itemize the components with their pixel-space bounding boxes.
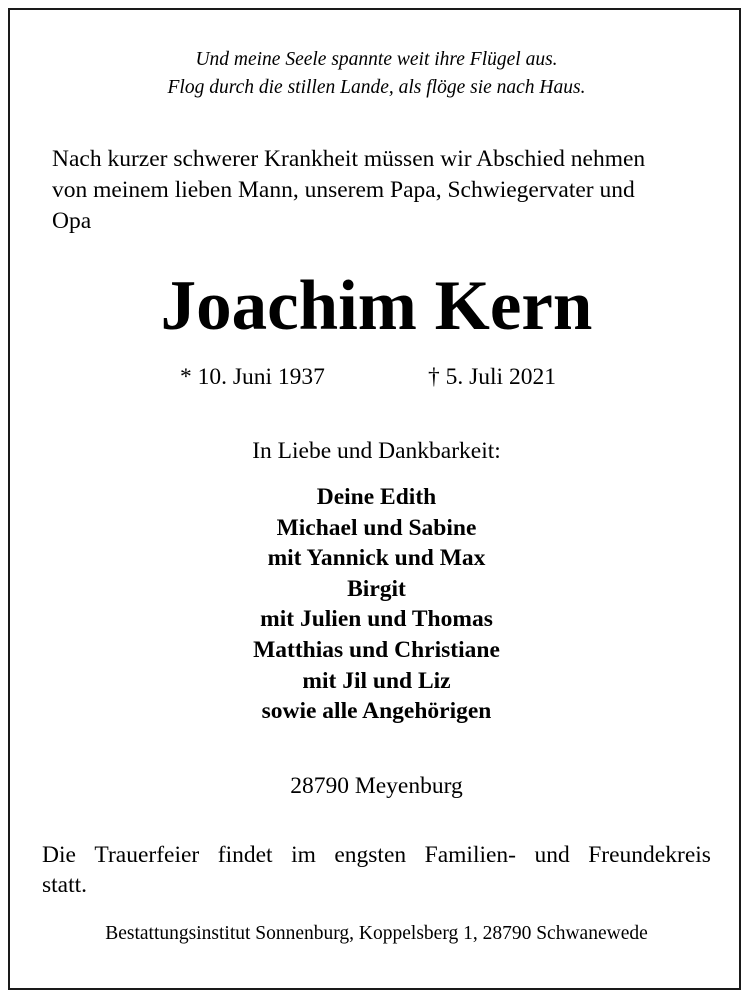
funeral-line-1: [42, 840, 711, 870]
funeral-line-2: statt.: [42, 872, 88, 898]
mourner-line: Michael und Sabine: [276, 514, 477, 541]
deceased-name: Joachim Kern: [160, 267, 593, 345]
funeral-word: und: [534, 842, 570, 868]
intro-line-3: Opa: [52, 208, 92, 234]
intro-line-1: Nach kurzer schwerer Krankheit müssen wir Abschied nehmen: [52, 146, 646, 172]
mourner-line: Matthias und Christiane: [253, 636, 500, 663]
funeral-notice: [42, 840, 711, 900]
funeral-home-footer: Bestattungsinstitut Sonnenburg, Koppelsberg 1, 28790 Schwanewede: [105, 923, 648, 944]
mourner-line: Deine Edith: [316, 484, 437, 510]
dedication-line: In Liebe und Dankbarkeit:: [252, 438, 501, 464]
mourner-line: mit Jil und Liz: [302, 667, 451, 694]
funeral-word: engsten: [334, 842, 407, 868]
funeral-word: im: [291, 842, 316, 868]
mourners-list: [0, 482, 753, 727]
mourner-line: mit Julien und Thomas: [260, 606, 493, 633]
funeral-word: Trauerfeier: [94, 842, 200, 868]
mourner-line: sowie alle Angehörigen: [261, 698, 492, 725]
mourner-line: mit Yannick und Max: [267, 545, 486, 572]
funeral-word: Die: [42, 842, 76, 868]
death-date: † 5. Juli 2021: [428, 364, 556, 390]
place-line: 28790 Meyenburg: [290, 773, 463, 799]
intro-line-2: von meinem lieben Mann, unserem Papa, Schwiegervater und: [52, 177, 635, 203]
motto-verse: [0, 46, 753, 102]
motto-line-1: Und meine Seele spannte weit ihre Flügel aus.: [195, 49, 558, 70]
intro-text: [52, 144, 712, 237]
funeral-word: Freundekreis: [588, 842, 711, 868]
funeral-word: findet: [217, 842, 273, 868]
mourner-line: Birgit: [347, 575, 406, 602]
funeral-word: Familien-: [424, 842, 517, 868]
motto-line-2: Flog durch die stillen Lande, als flöge sie nach Haus.: [167, 77, 586, 98]
birth-date: * 10. Juni 1937: [180, 364, 325, 390]
